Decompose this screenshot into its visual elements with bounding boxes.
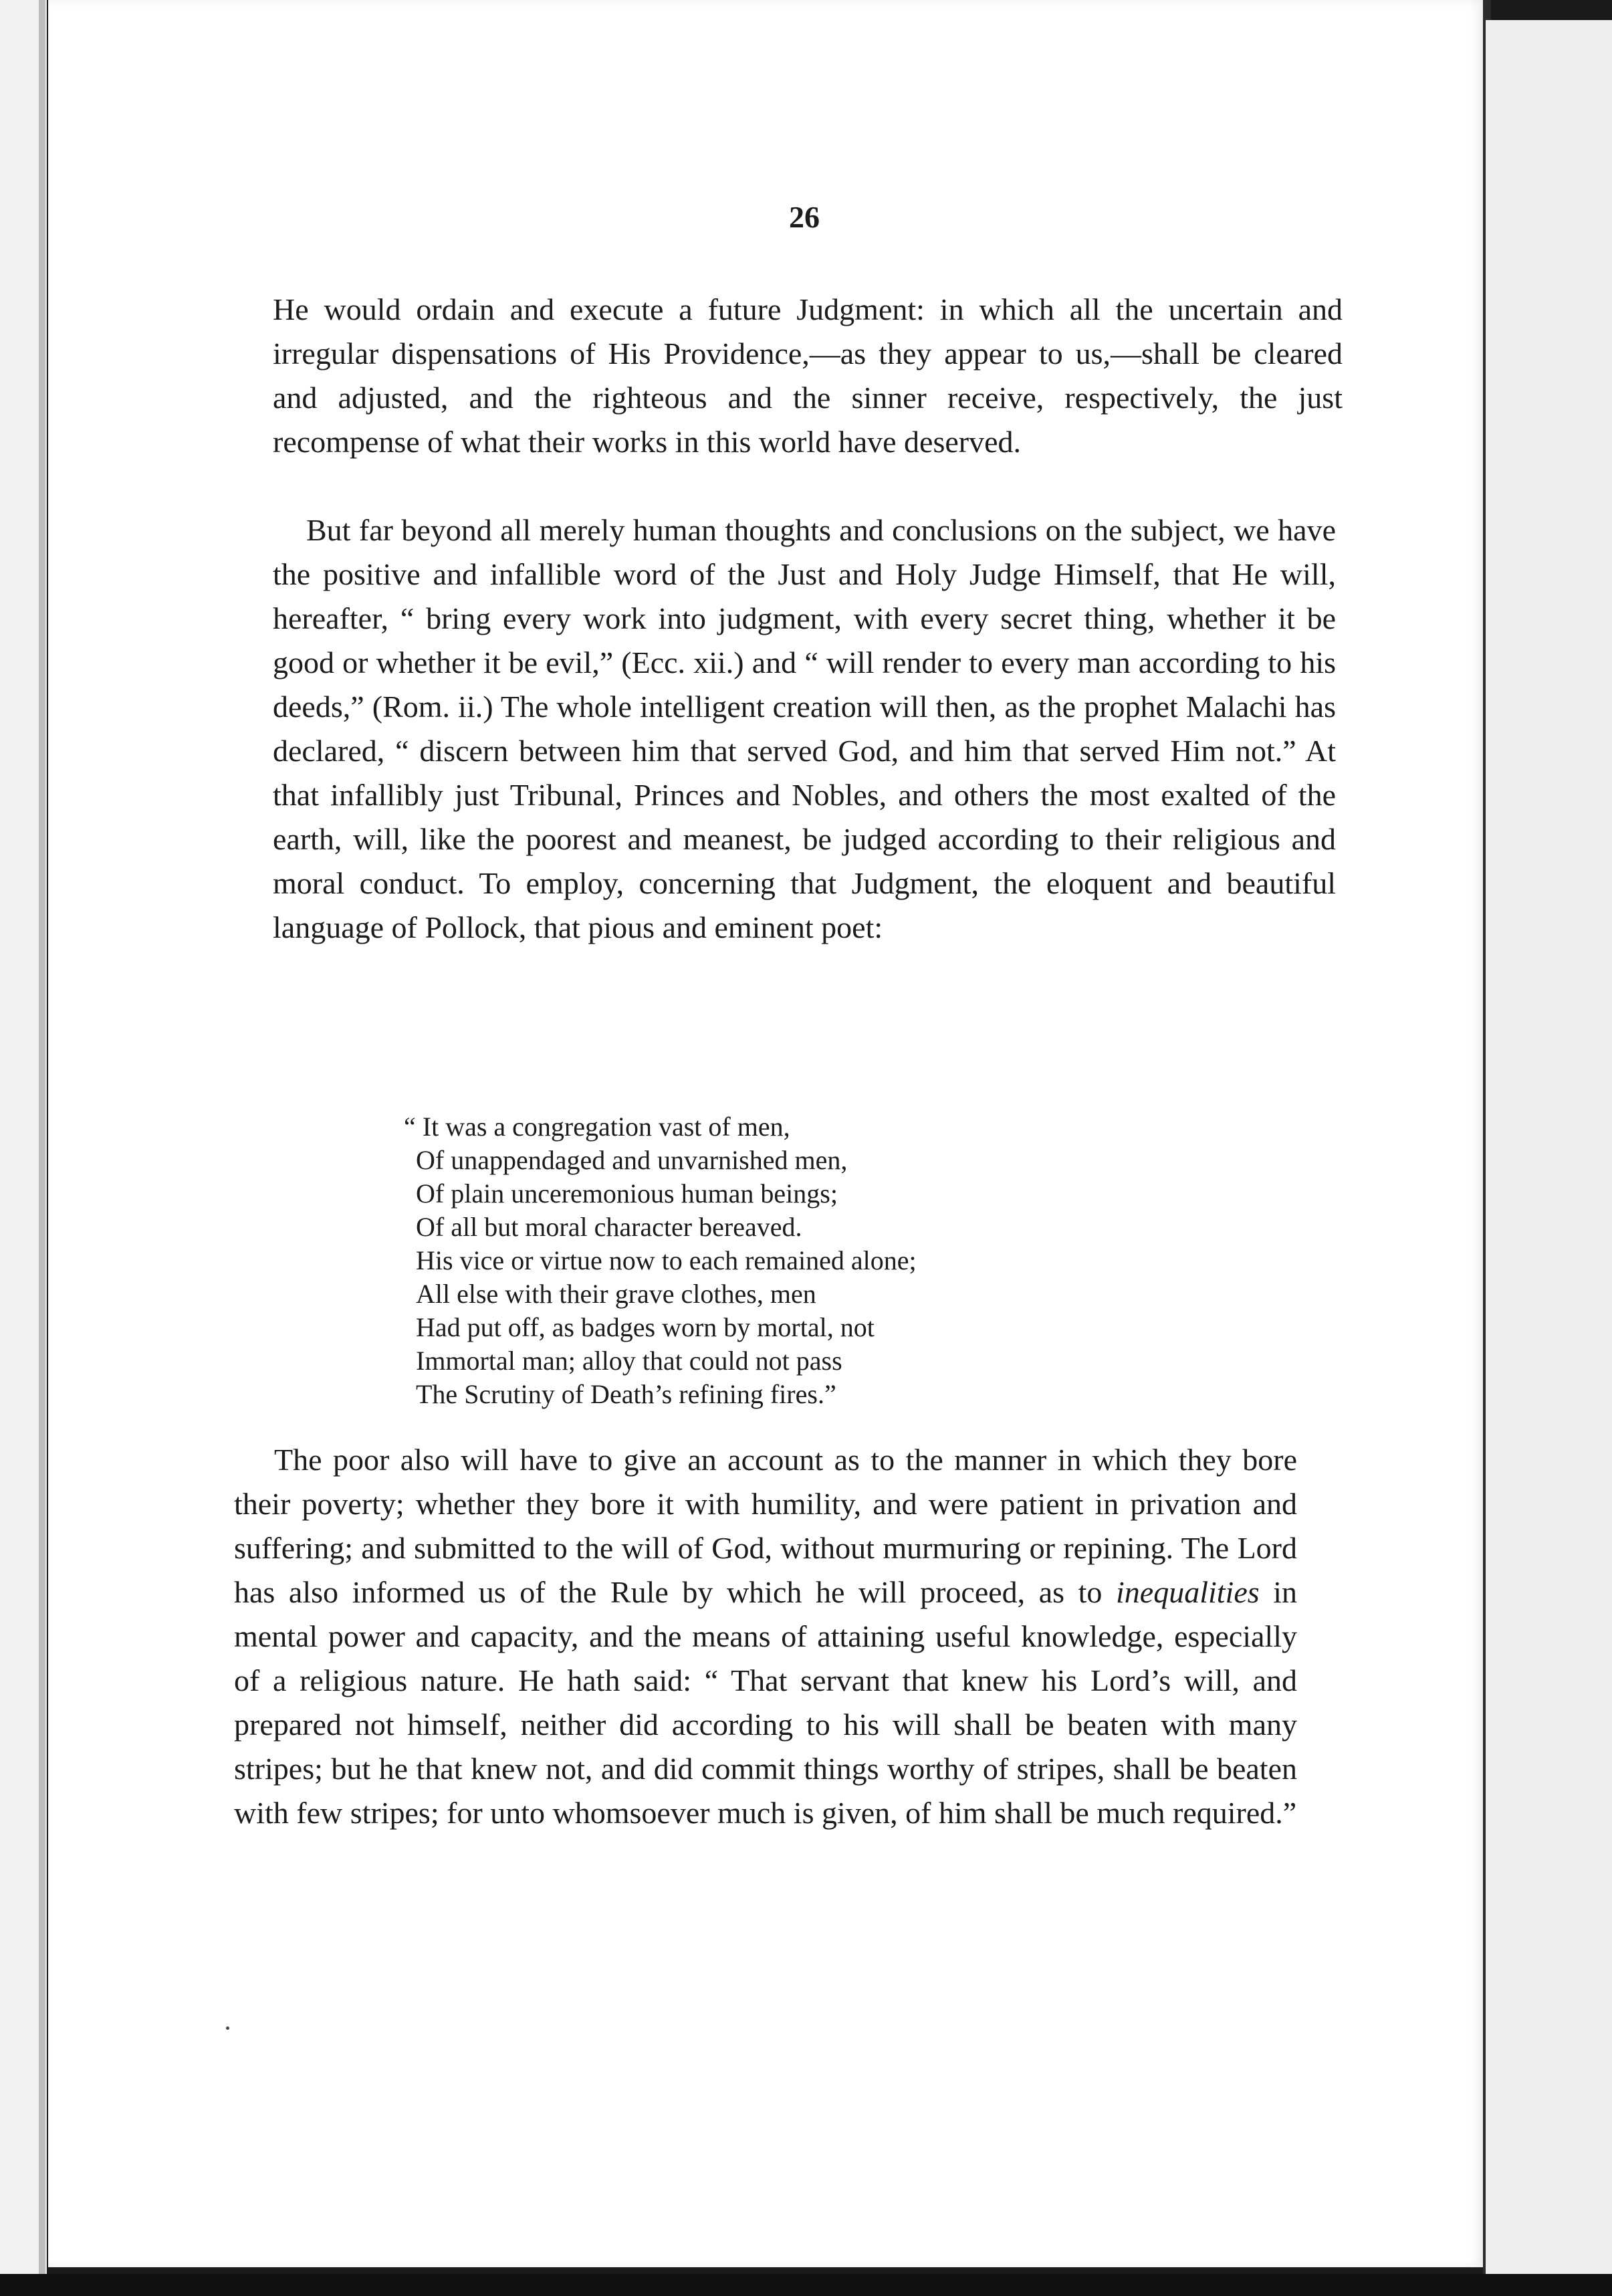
next-leaf-edge	[1486, 20, 1612, 2296]
poem-line: Immortal man; alloy that could not pass	[416, 1346, 842, 1376]
paragraph-judgment-intro: He would ordain and execute a future Judgment: in which all the uncertain and irregular dispensations of His Providence,—as they appear to us,—shall be cleared and adjusted, and the righteous and the sinner receive, respectively, the just recompense of what their works in this world have deserved.	[273, 292, 1343, 459]
poem-line: Of all but moral character bereaved.	[416, 1212, 802, 1242]
poem-line: “ It was a congregation vast of men,	[404, 1112, 790, 1142]
scan-binding-edge	[39, 0, 45, 2296]
poem-quotation	[404, 1110, 1218, 1411]
poem-line: All else with their grave clothes, men	[416, 1279, 816, 1309]
poem-line: Of unappendaged and unvarnished men,	[416, 1145, 848, 1175]
scan-bottom-edge	[0, 2274, 1612, 2296]
paragraph-infallible-word: But far beyond all merely human thoughts and conclusions on the subject, we have the positive and infallible word of the Just and Holy Judge Himself, that He will, hereafter, “ bring every work into judgment, with every secret thing, whether it be good or whether it be evil,” (Ecc. xii.) and “ will render to every man according to his deeds,” (Rom. ii.) The whole intelligent creation will then, as the prophet Malachi has declared, “ discern between him that served God, and him that served Him not.” At that infallibly just Tribunal, Princes and Nobles, and others the most exalted of the earth, will, like the poorest and meanest, be judged according to their religious and moral conduct. To employ, concerning that Judgment, the eloquent and beautiful language of Pollock, that pious and eminent poet:	[273, 513, 1336, 944]
print-speck	[226, 2026, 229, 2030]
poem-line: Had put off, as badges worn by mortal, not	[416, 1312, 875, 1342]
paragraph-text-part: in mental power and capacity, and the means of attaining useful knowledge, especially of a religious nature. He hath said: “ That servant that knew his Lord’s will, and prepared not himself, neither did according to his will shall be beaten with many stripes; but he that knew not, and did commit things worthy of stripes, shall be beaten with few stripes; for unto whomsoever much is given, of him shall be much required.”	[234, 1575, 1298, 1830]
italic-emphasis: inequalities	[1116, 1575, 1260, 1609]
page-number: 26	[789, 200, 820, 234]
poem-line: The Scrutiny of Death’s refining fires.”	[416, 1379, 836, 1409]
paragraph-text-part: The poor also will have to give an account as to the manner in which they bore their poverty; whether they bore it with humility, and were patient in privation and suffering; and submitted to the will of God, without murmuring or repining. The Lord has also informed us of the Rule by which he will proceed, as to	[234, 1443, 1297, 1609]
poem-line: Of plain unceremonious human beings;	[416, 1178, 838, 1209]
paragraph-poor-account	[234, 1438, 1297, 1835]
poem-line: His vice or virtue now to each remained alone;	[416, 1245, 917, 1275]
